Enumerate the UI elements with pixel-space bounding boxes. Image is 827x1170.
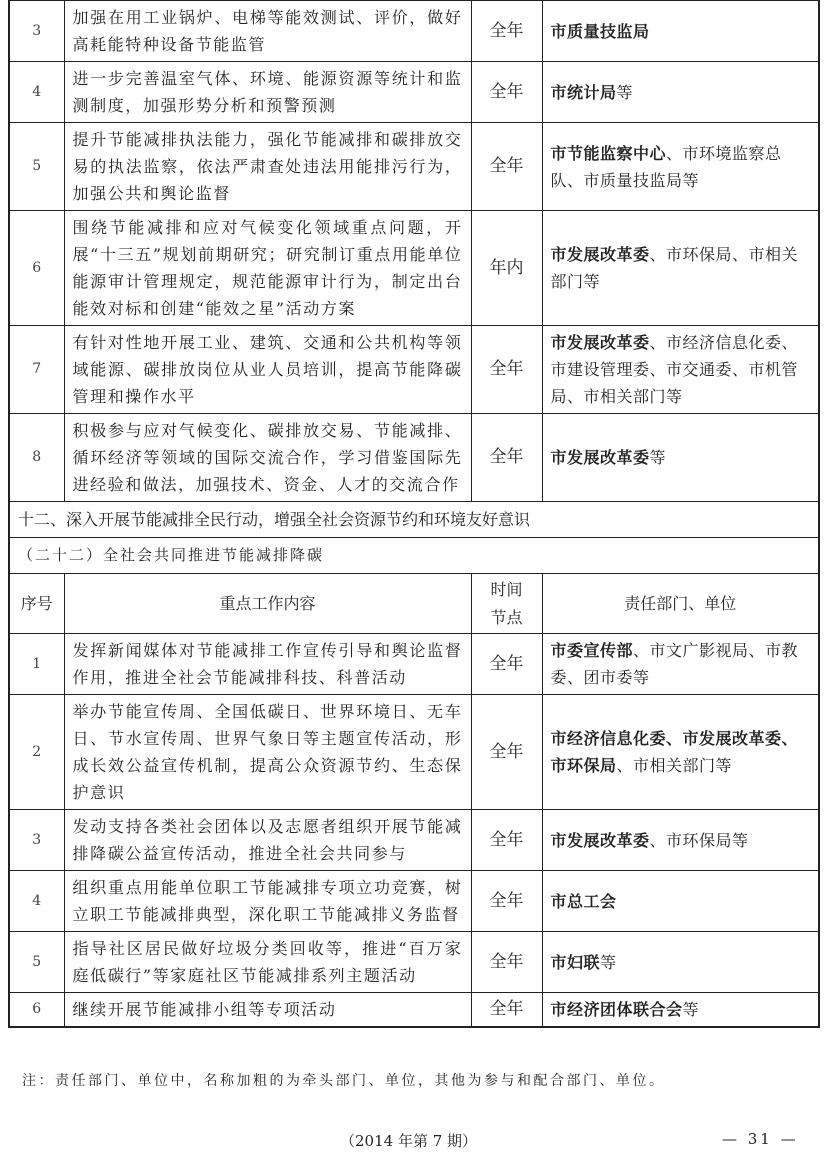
row-department: [542, 810, 819, 871]
row-content: 组织重点用能单位职工节能减排专项立功竞赛，树立职工节能减排典型，深化职工节能减排义务监督: [64, 871, 471, 932]
header-dept: 责任部门、单位: [542, 574, 819, 634]
row-department: [542, 695, 819, 810]
other-departments: 等: [600, 952, 617, 972]
lead-department: 市委宣传部: [550, 641, 634, 660]
table-row: [9, 932, 819, 993]
lead-department: 市发展改革委: [550, 830, 650, 850]
lead-department: 市节能监察中心: [550, 143, 667, 163]
row-number: 1: [9, 634, 64, 695]
table-row: [9, 634, 819, 695]
row-department: [542, 932, 819, 993]
other-departments: 、市经济信息化委、市建设管理委、市交通委、市机管局、市相关部门等: [550, 333, 799, 406]
subsection-title: （二十二）全社会共同推进节能减排降碳: [9, 538, 819, 574]
row-time: 全年: [471, 932, 542, 993]
row-content: 围绕节能减排和应对气候变化领域重点问题，开展“十三五”规划前期研究；研究制订重点用能单位能源审计管理规定，规范能源审计行为，制定出台能效对标和创建“能效之星”活动方案: [64, 211, 471, 326]
row-department: [542, 993, 819, 1028]
other-departments: 、市相关部门等: [616, 756, 733, 775]
row-content: 发挥新闻媒体对节能减排工作宣传引导和舆论监督作用，推进全社会节能减排科技、科普活动: [64, 634, 471, 695]
row-content: 发动支持各类社会团体以及志愿者组织开展节能减排降碳公益宣传活动，推进全社会共同参与: [64, 810, 471, 871]
header-time: 时间节点: [471, 574, 542, 634]
lead-department: 市发展改革委: [550, 333, 650, 352]
row-department: [542, 211, 819, 326]
row-time: 全年: [471, 993, 542, 1028]
row-time: 全年: [471, 695, 542, 810]
lead-department: 市发展改革委: [550, 245, 650, 264]
row-content: 举办节能宣传周、全国低碳日、世界环境日、无车日、节水宣传周、世界气象日等主题宣传活动，形成长效公益宣传机制，提高公众资源节约、生态保护意识: [64, 695, 471, 810]
other-departments: 、市文广影视局、市教委、团市委等: [550, 641, 799, 687]
table-row: [9, 810, 819, 871]
row-time: 年内: [471, 211, 542, 326]
lead-department: 市总工会: [550, 891, 617, 911]
row-department: [542, 1, 819, 62]
table-row: [9, 326, 819, 414]
row-time: 全年: [471, 414, 542, 502]
row-content: 指导社区居民做好垃圾分类回收等，推进“百万家庭低碳行”等家庭社区节能减排系列主题活动: [64, 932, 471, 993]
row-content: 提升节能减排执法能力，强化节能减排和碳排放交易的执法监察，依法严肃查处违法用能排污行为，加强公共和舆论监督: [64, 123, 471, 211]
row-time: 全年: [471, 123, 542, 211]
header-content: 重点工作内容: [64, 574, 471, 634]
header-row: [9, 574, 819, 634]
row-number: 3: [9, 1, 64, 62]
lead-department: 市妇联: [550, 952, 601, 972]
row-time: 全年: [471, 1, 542, 62]
row-number: 6: [9, 211, 64, 326]
row-number: 7: [9, 326, 64, 414]
row-number: 3: [9, 810, 64, 871]
work-plan-table: [8, 0, 820, 1028]
table-row: [9, 62, 819, 123]
row-number: 5: [9, 932, 64, 993]
row-department: [542, 634, 819, 695]
table-row: [9, 1, 819, 62]
row-content: 有针对性地开展工业、建筑、交通和公共机构等领域能源、碳排放岗位从业人员培训，提高节能降碳管理和操作水平: [64, 326, 471, 414]
table-row: [9, 993, 819, 1028]
row-number: 2: [9, 695, 64, 810]
row-time: 全年: [471, 871, 542, 932]
other-departments: 等: [682, 1000, 700, 1019]
row-content: 继续开展节能减排小组等专项活动: [64, 993, 471, 1028]
header-no: 序号: [9, 574, 64, 634]
table-row: [9, 211, 819, 326]
row-number: 5: [9, 123, 64, 211]
row-department: [542, 871, 819, 932]
row-number: 4: [9, 62, 64, 123]
row-content: 进一步完善温室气体、环境、能源资源等统计和监测制度，加强形势分析和预警预测: [64, 62, 471, 123]
row-department: [542, 62, 819, 123]
row-number: 8: [9, 414, 64, 502]
row-number: 4: [9, 871, 64, 932]
row-department: [542, 326, 819, 414]
lead-department: 市发展改革委: [550, 448, 650, 467]
row-department: [542, 414, 819, 502]
lead-department: 市统计局: [550, 82, 617, 102]
footnote: 注：责任部门、单位中，名称加粗的为牵头部门、单位，其他为参与和配合部门、单位。: [22, 1073, 666, 1089]
other-departments: 、市环保局、市相关部门等: [550, 245, 799, 291]
other-departments: 等: [649, 448, 667, 467]
other-departments: 、市环保局等: [649, 830, 749, 850]
table-row: [9, 871, 819, 932]
table-top-body: [9, 1, 819, 502]
table-row: [9, 123, 819, 211]
row-time: 全年: [471, 810, 542, 871]
issue-label: （2014 年第 7 期）: [340, 1132, 478, 1150]
row-time: 全年: [471, 634, 542, 695]
row-department: [542, 123, 819, 211]
other-departments: 等: [616, 82, 634, 102]
subsection-row: [9, 538, 819, 574]
table-row: [9, 414, 819, 502]
other-departments: 、市环境监察总队、市质量技监局等: [550, 143, 782, 190]
lead-department: 市经济信息化委、市发展改革委、市环保局: [550, 729, 799, 775]
row-number: 6: [9, 993, 64, 1028]
row-content: 积极参与应对气候变化、碳排放交易、节能减排、循环经济等领域的国际交流合作，学习借鉴国际先进经验和做法，加强技术、资金、人才的交流合作: [64, 414, 471, 502]
section-title: 十二、深入开展节能减排全民行动，增强全社会资源节约和环境友好意识: [9, 502, 819, 538]
lead-department: 市质量技监局: [550, 21, 650, 41]
row-time: 全年: [471, 62, 542, 123]
section-row: [9, 502, 819, 538]
lead-department: 市经济团体联合会: [550, 1000, 683, 1019]
page-number: — 31 —: [722, 1130, 799, 1148]
row-time: 全年: [471, 326, 542, 414]
table-row: [9, 695, 819, 810]
row-content: 加强在用工业锅炉、电梯等能效测试、评价，做好高耗能特种设备节能监管: [64, 1, 471, 62]
table-bottom-body: [9, 634, 819, 1028]
